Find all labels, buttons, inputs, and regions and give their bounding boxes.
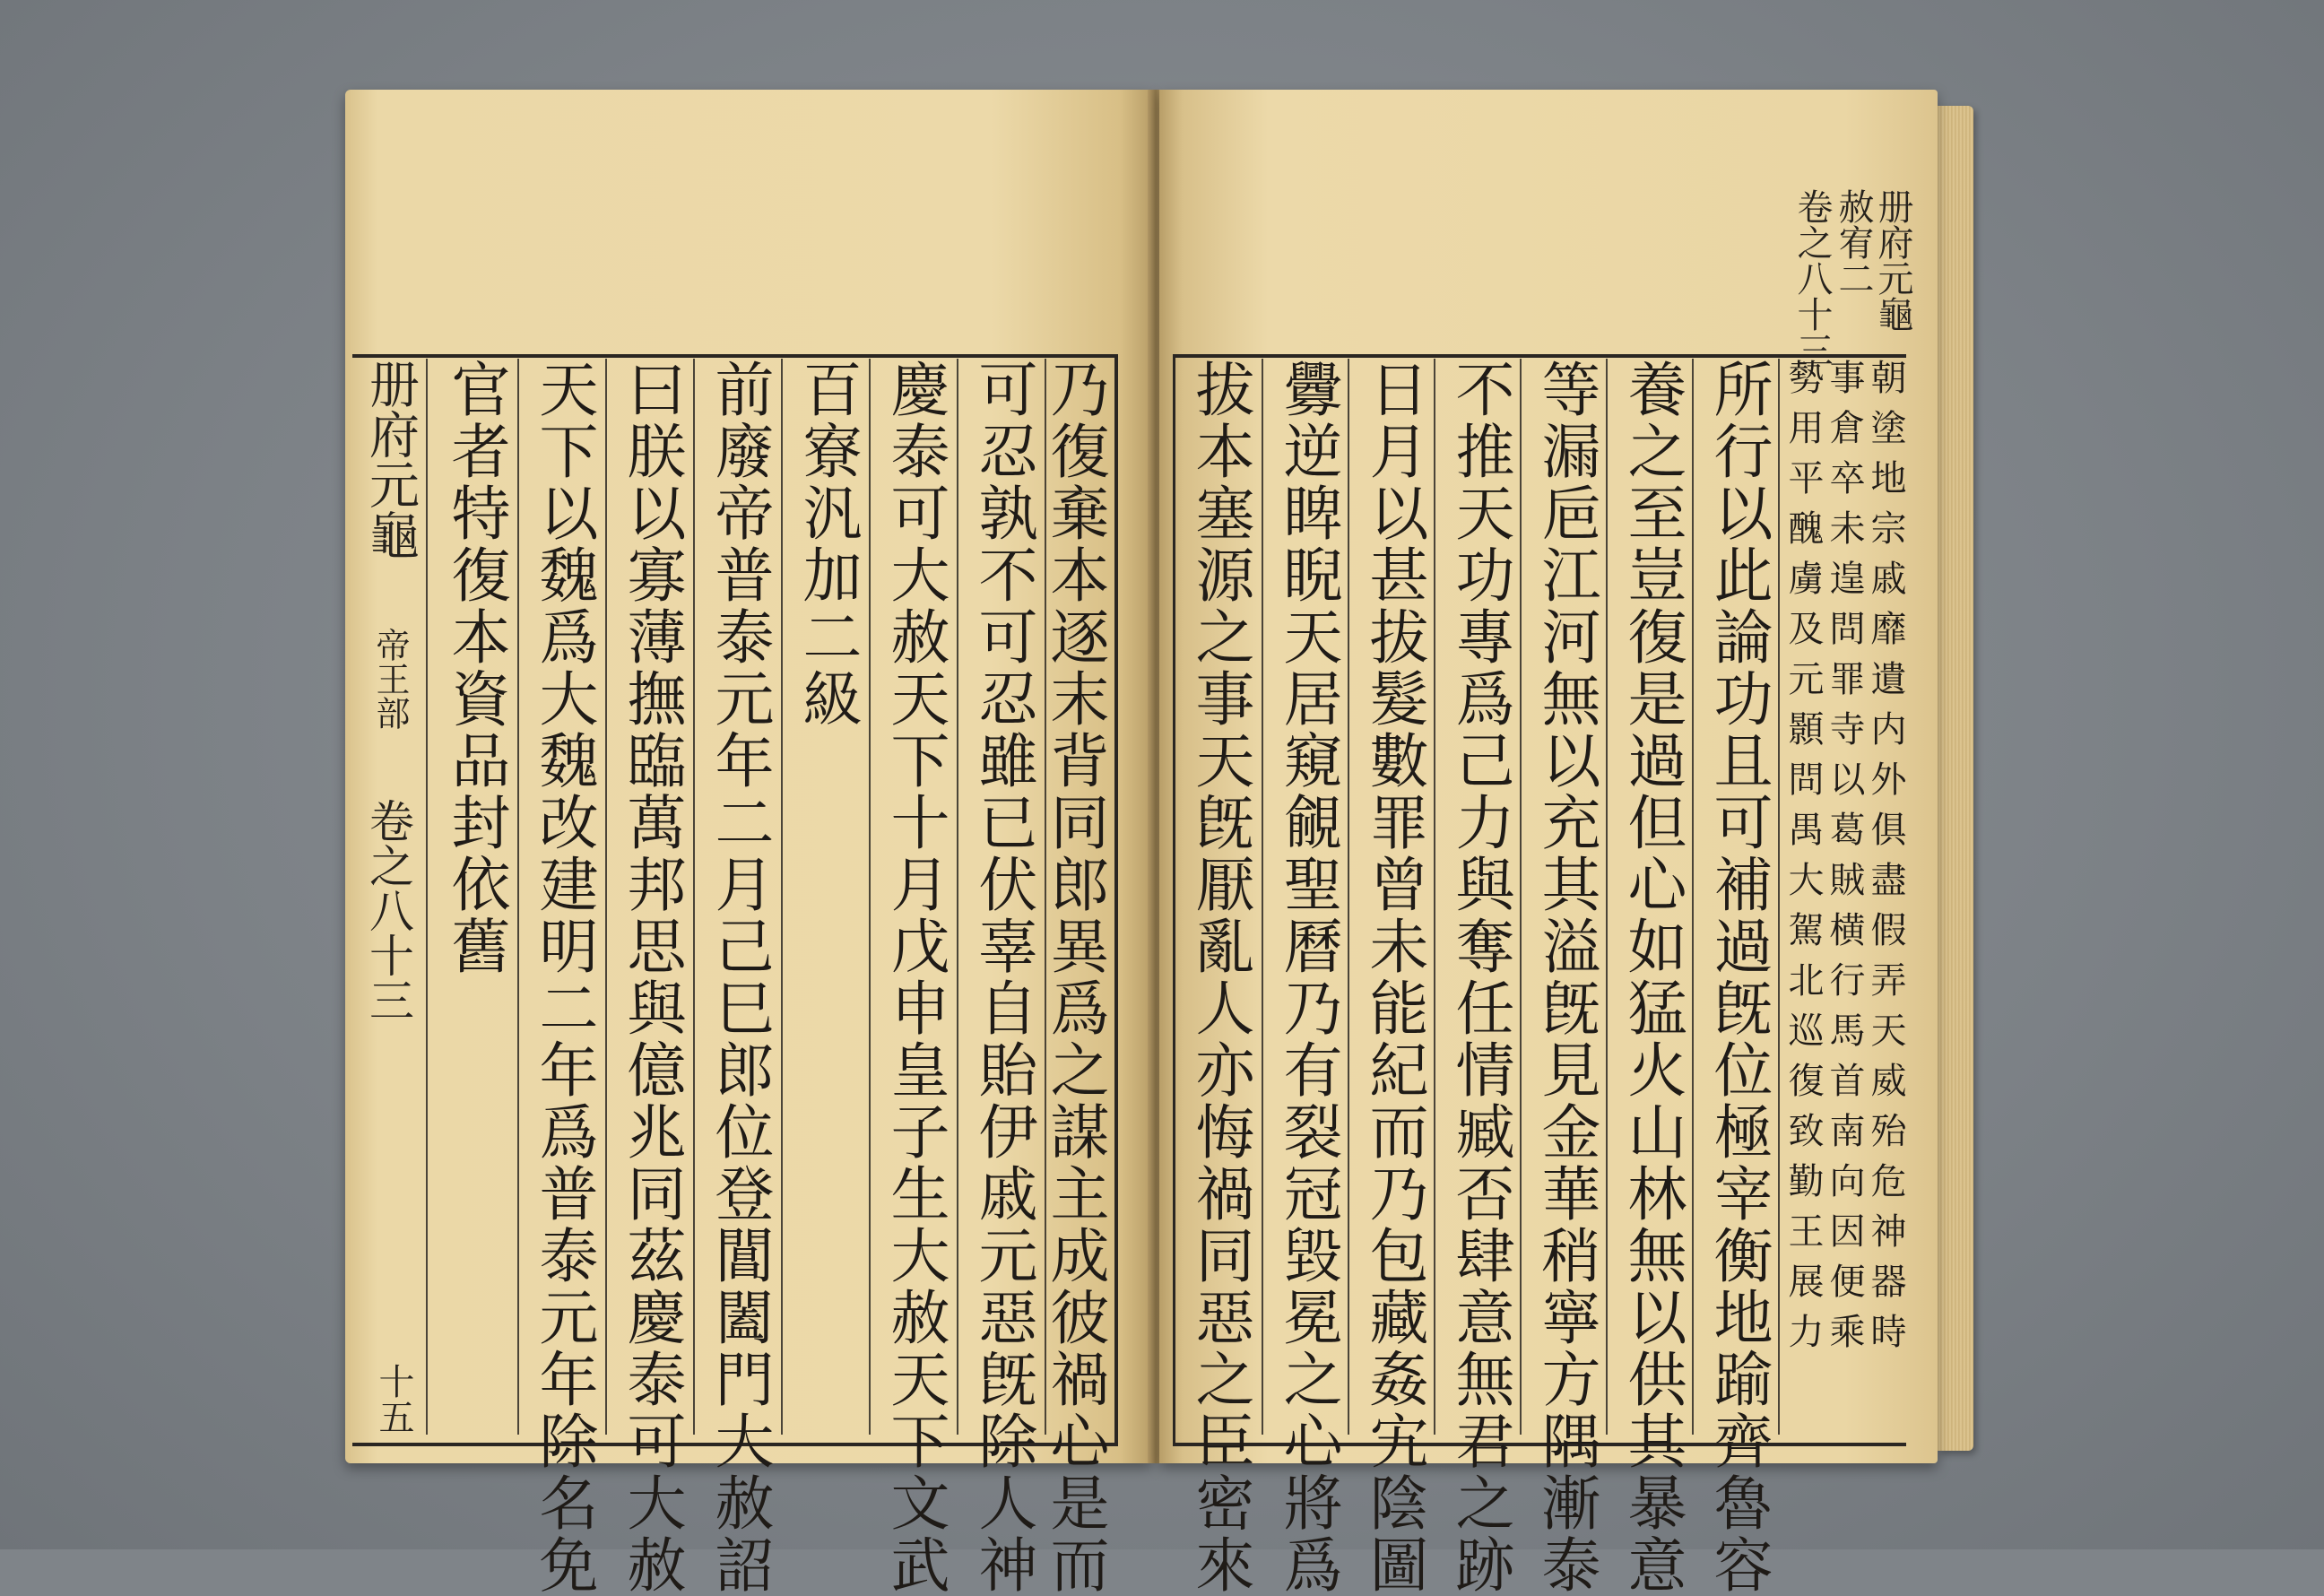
column-rule xyxy=(1606,359,1608,1435)
column-rule xyxy=(1520,359,1522,1435)
column-rule xyxy=(426,359,428,1435)
column-rule xyxy=(605,359,607,1435)
text-column-r2: 事倉卒未遑問罪寺以葛賊横行馬首南向因便乘 xyxy=(1824,359,1865,1363)
text-column-7: 前廢帝普泰元年二月己巳郎位登閶闔門大赦詔 xyxy=(705,359,774,1596)
text-column-8: 曰朕以寡薄撫臨萬邦思與億兆同茲慶泰可大赦 xyxy=(617,359,686,1596)
text-column-4: 可忍孰不可忍雖已伏辜自貽伊戚元惡旣除人神 xyxy=(968,359,1037,1596)
text-column-3: 乃復棄本逐末背同郎異爲之謀主成彼禍心是而 xyxy=(1040,359,1109,1596)
open-book xyxy=(345,90,1981,1596)
text-column-6: 百寮汎加二級 xyxy=(793,359,862,730)
text-column-r10: 拔本塞源之事天旣厭亂人亦悔禍同惡之臣密來 xyxy=(1185,359,1254,1596)
text-column-r8: 日月以甚拔髮數罪曾未能紀而乃包藏姦宄陰圖 xyxy=(1359,359,1428,1596)
column-rule xyxy=(1692,359,1694,1435)
text-column-5: 慶泰可大赦天下十月戊申皇子生大赦天下文武 xyxy=(880,359,950,1596)
column-rule xyxy=(693,359,695,1435)
left-margin-section: 帝王部 xyxy=(370,628,410,730)
column-rule xyxy=(1434,359,1435,1435)
left-folio: 十五 xyxy=(373,1363,414,1435)
left-margin-title: 册府元龜 xyxy=(361,359,420,559)
text-column-r9: 釁逆睥睨天居窺覦聖曆乃有裂冠毀冕之心將爲 xyxy=(1273,359,1342,1596)
column-rule xyxy=(1262,359,1263,1435)
column-rule xyxy=(869,359,871,1435)
text-column-r5: 養之至豈復是過但心如猛火山林無以供其暴意 xyxy=(1617,359,1687,1596)
page-edges xyxy=(1938,106,1973,1451)
column-rule xyxy=(1778,359,1780,1435)
left-page xyxy=(345,90,1152,1596)
right-margin-title: 册府元龜 xyxy=(1872,188,1913,332)
left-margin-volume: 卷之八十三 xyxy=(362,798,414,1022)
text-column-r3: 勢用平醜虜及元顥問禺大駕北巡復致勤王展力 xyxy=(1782,359,1824,1363)
right-margin-volume: 卷之八十三 xyxy=(1791,188,1833,368)
text-column-9: 天下以魏爲大魏改建明二年爲普泰元年除名免 xyxy=(529,359,598,1596)
column-rule xyxy=(1348,359,1349,1435)
text-column-r7: 不推天功專爲己力與奪任情臧否肆意無君之跡 xyxy=(1445,359,1514,1596)
right-page xyxy=(1159,90,1938,1596)
right-margin-section: 赦宥二 xyxy=(1833,188,1874,296)
text-column-10: 官者特復本資品封依舊 xyxy=(441,359,510,977)
text-column-r4: 所行以此論功且可補過旣位極宰衡地踰齊魯容 xyxy=(1704,359,1773,1596)
column-rule xyxy=(957,359,958,1435)
column-rule xyxy=(517,359,519,1435)
text-column-r1: 朝塗地宗戚靡遺内外俱盡假弄天威殆危神器時 xyxy=(1865,359,1906,1363)
text-column-r6: 等漏巵江河無以充其溢旣見金華稍寧方隅漸泰 xyxy=(1531,359,1600,1596)
column-rule xyxy=(781,359,783,1435)
